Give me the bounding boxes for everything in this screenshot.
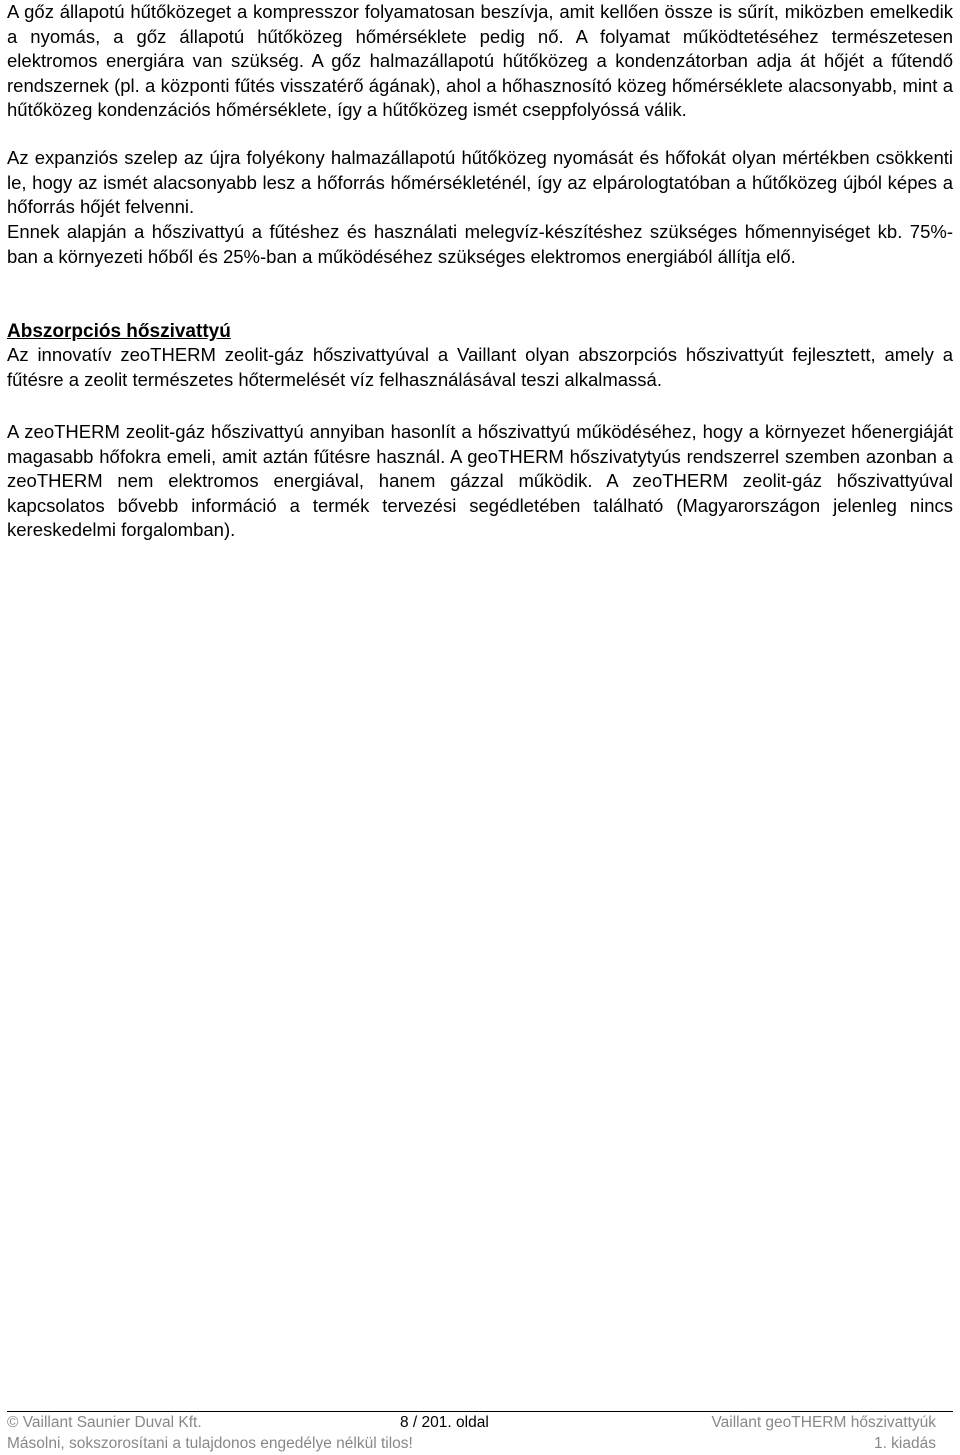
section-heading: Abszorpciós hőszivattyú	[7, 321, 231, 342]
paragraph-zeotherm-details: A zeoTHERM zeolit-gáz hőszivattyú annyiban hasonlít a hőszivattyú működéséhez, hogy a környezet hőenergiáját magasabb hőfokra emeli, amit aztán fűtésre használ. A geoTHERM hőszivatytyús rendszerrel szemben azonban a zeoTHERM nem elektromos energiával, hanem gázzal működik. A zeoTHERM zeolit-gáz hőszivattyúval kapcsolatos bővebb információ a termék tervezési segédletében található (Magyarországon jelenleg nincs kereskedelmi forgalomban).	[7, 421, 953, 541]
paragraph-compressor: A gőz állapotú hűtőközeget a kompresszor folyamatosan beszívja, amit kellően össze is sűrít, miközben emelkedik a nyomás, a gőz állapotú hűtőközeg hőmérséklete pedig nő. A folyamat működtetéséhez természetesen elektromos energiára van szükség. A gőz halmazállapotú hűtőközeg a kondenzátorban adja át hőjét a fűtendő rendszernek (pl. a központi fűtés visszatérő ágának), ahol a hőhasznosító közeg hőmérséklete alacsonyabb, mint a hűtőközeg kondenzációs hőmérséklete, így a hűtőközeg ismét cseppfolyóssá válik.	[7, 1, 953, 121]
footer-document-title: Vaillant geoTHERM hőszivattyúk	[711, 1414, 936, 1431]
footer-copy-notice: Másolni, sokszorosítani a tulajdonos engedélye nélkül tilos!	[7, 1435, 413, 1452]
footer-divider	[7, 1411, 953, 1412]
footer-edition: 1. kiadás	[873, 1435, 936, 1452]
paragraph-heat-ratio: Ennek alapján a hőszivattyú a fűtéshez és használati melegvíz-készítéshez szükséges hőmennyiséget kb. 75%-ban a környezeti hőből és 25%-ban a működéséhez szükséges elektromos energiából állítja elő.	[7, 221, 953, 267]
footer-copyright: © Vaillant Saunier Duval Kft.	[7, 1414, 202, 1431]
paragraph-zeotherm-intro: Az innovatív zeoTHERM zeolit-gáz hőszivattyúval a Vaillant olyan abszorpciós hőszivattyút fejlesztett, amely a fűtésre a zeolit természetes hőtermelését víz felhasználásával teszi alkalmassá.	[7, 344, 953, 390]
paragraph-expansion-valve: Az expanziós szelep az újra folyékony halmazállapotú hűtőközeg nyomását és hőfokát olyan mértékben csökkenti le, hogy az ismét alacsonyabb lesz a hőforrás hőmérsékleténél, így az elpárologtatóban a hűtőközeg újból képes a hőforrás hőjét felvenni.	[7, 147, 953, 218]
footer-page-number: 8 / 201. oldal	[400, 1414, 489, 1431]
